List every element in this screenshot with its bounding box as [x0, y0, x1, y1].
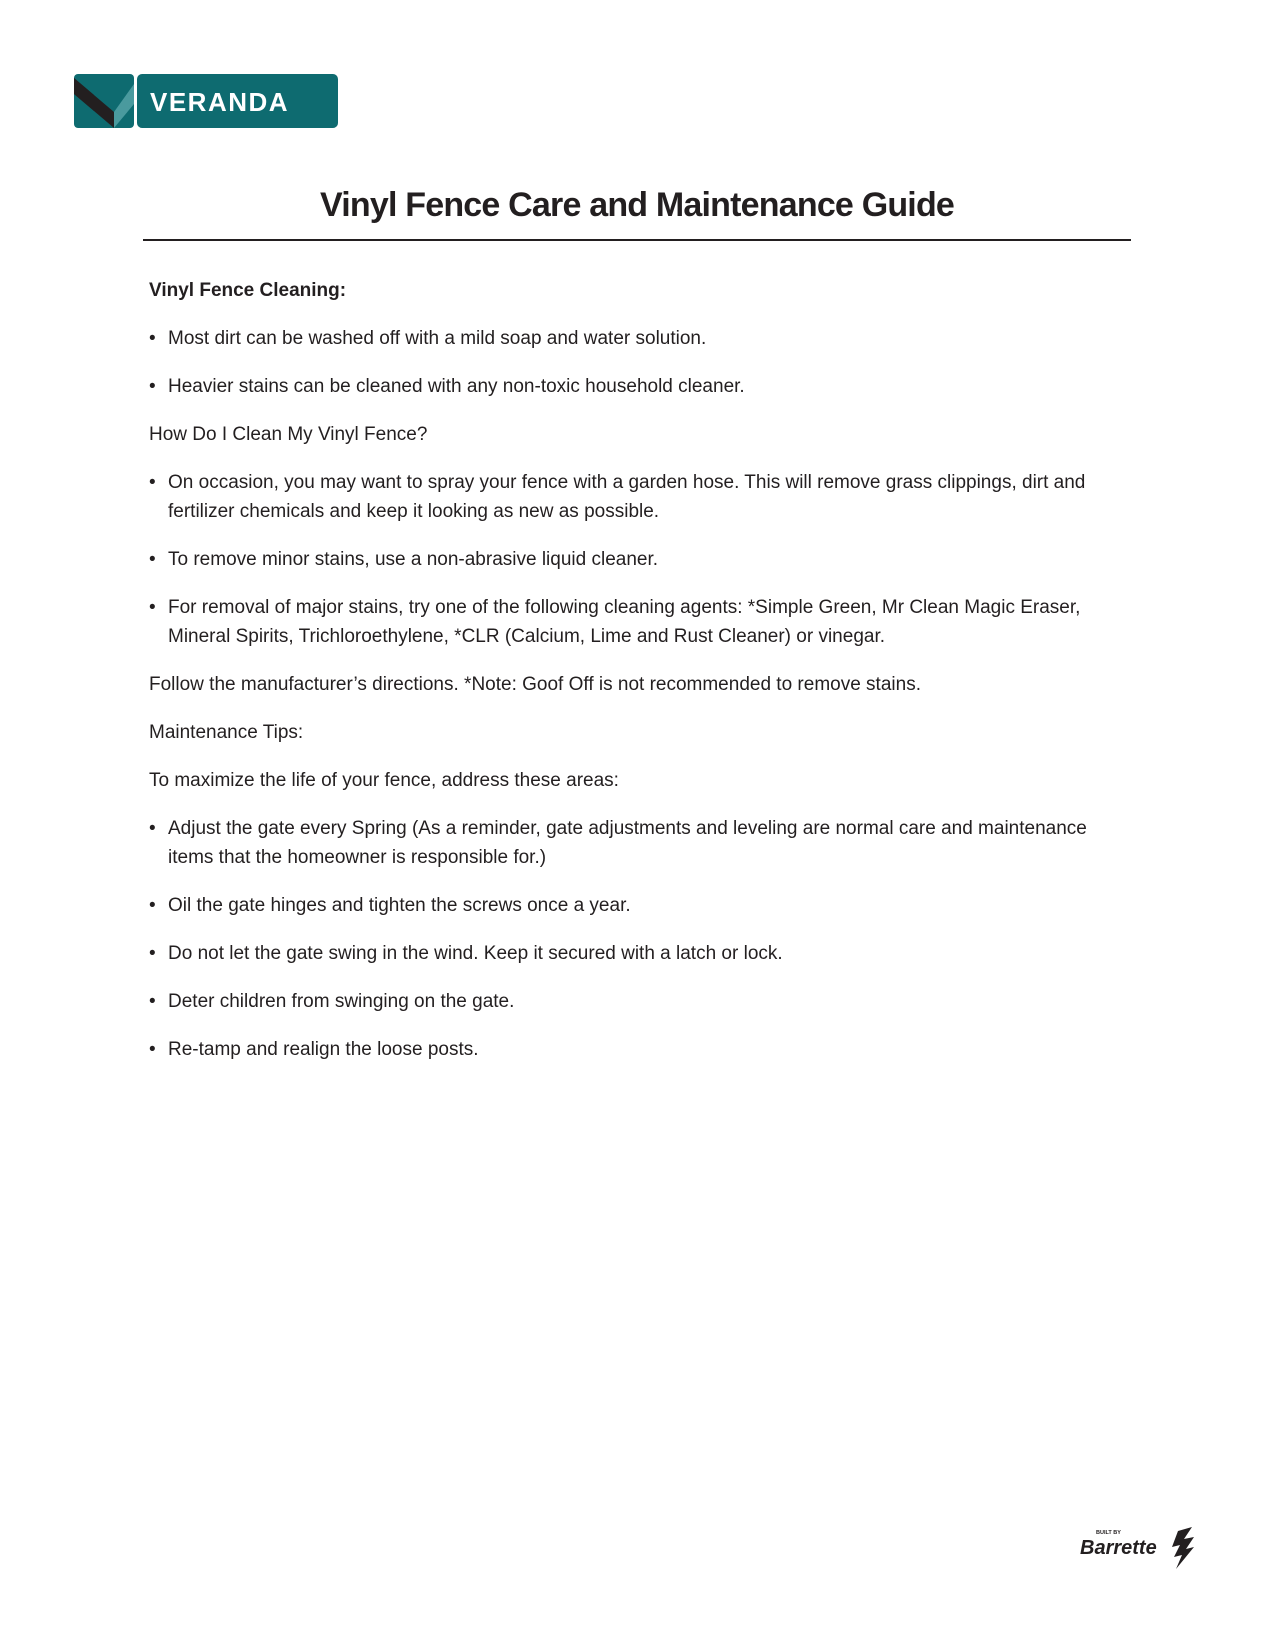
title-divider: [143, 239, 1131, 241]
cleaning-note: Follow the manufacturer’s directions. *Note: Goof Off is not recommended to remove stains.: [149, 674, 921, 695]
cleaning-list: [149, 324, 1129, 401]
section-heading-maintenance: Maintenance Tips:: [149, 722, 304, 743]
list-item: • Re-tamp and realign the loose posts.: [149, 1039, 479, 1060]
maintenance-list: [149, 814, 1129, 1064]
veranda-logo: [74, 74, 338, 128]
list-item: • Most dirt can be washed off with a mild soap and water solution.: [149, 328, 707, 349]
maintenance-intro: To maximize the life of your fence, address these areas:: [149, 770, 619, 791]
document-body: [149, 276, 1129, 1083]
built-by-text: BUILT BY: [1096, 1530, 1121, 1536]
barrette-logo: [1080, 1525, 1198, 1571]
list-item: • To remove minor stains, use a non-abrasive liquid cleaner.: [149, 549, 659, 570]
section-heading-cleaning: Vinyl Fence Cleaning:: [149, 280, 347, 301]
how-to-clean-list: [149, 468, 1129, 651]
barrette-text: Barrette: [1080, 1537, 1157, 1559]
veranda-logo-text: VERANDA: [150, 87, 290, 117]
list-item: • Adjust the gate every Spring (As a reminder, gate adjustments and leveling are normal care and maintenance items that the homeowner is responsible for.): [149, 818, 1087, 868]
list-item: • Deter children from swinging on the gate.: [149, 991, 515, 1012]
list-item: • On occasion, you may want to spray your fence with a garden hose. This will remove grass clippings, dirt and fertilizer chemicals and keep it looking as new as possible.: [149, 472, 1086, 522]
list-item: • Oil the gate hinges and tighten the screws once a year.: [149, 895, 631, 916]
list-item: • For removal of major stains, try one of the following cleaning agents: *Simple Green, Mr Clean Magic Eraser, Mineral Spirits, Trichloroethylene, *CLR (Calcium, Lime and Rust Cleaner) or vinegar.: [149, 597, 1081, 647]
list-item: • Heavier stains can be cleaned with any non-toxic household cleaner.: [149, 376, 745, 397]
section-heading-how-to-clean: How Do I Clean My Vinyl Fence?: [149, 424, 428, 445]
list-item: • Do not let the gate swing in the wind. Keep it secured with a latch or lock.: [149, 943, 783, 964]
page-title: Vinyl Fence Care and Maintenance Guide: [319, 186, 955, 224]
